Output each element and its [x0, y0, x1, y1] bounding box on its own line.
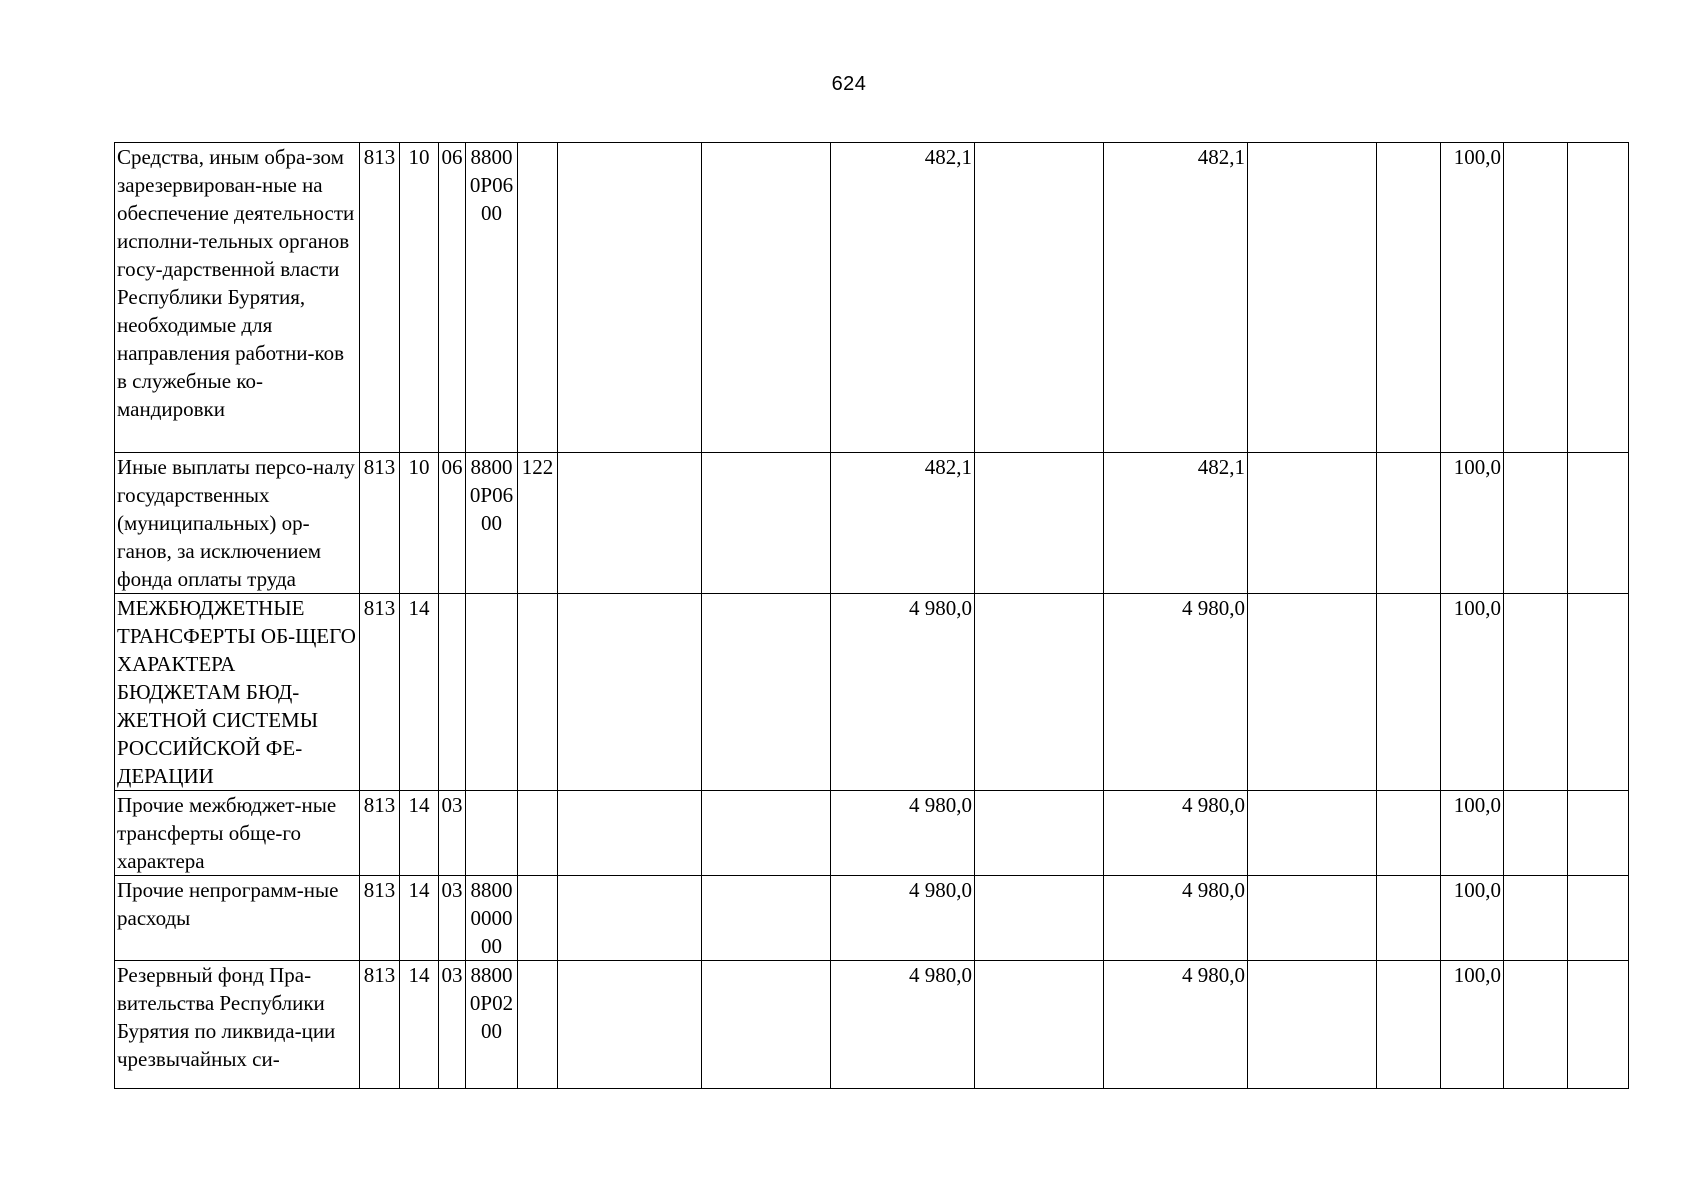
gr-code: 813: [360, 453, 400, 594]
table-row: [115, 453, 1629, 594]
gr-code: 813: [360, 961, 400, 1089]
fact-value: 482,1: [1104, 453, 1248, 594]
empty-cell: [558, 791, 702, 876]
empty-cell: [1248, 961, 1377, 1089]
plan-value: 4 980,0: [831, 791, 975, 876]
empty-cell: [702, 143, 831, 453]
empty-cell: [975, 453, 1104, 594]
fact-value: 4 980,0: [1104, 791, 1248, 876]
empty-cell: [975, 594, 1104, 791]
empty-cell: [558, 961, 702, 1089]
empty-cell: [1248, 594, 1377, 791]
row-name: Резервный фонд Пра-вительства Республики Бурятия по ликвида-ции чрезвычайных си-: [115, 961, 360, 1089]
vr-code: 122: [518, 453, 558, 594]
empty-cell: [1504, 594, 1568, 791]
pr-code: 06: [439, 143, 466, 453]
table-row: [115, 876, 1629, 961]
vr-code: [518, 876, 558, 961]
pr-code: 06: [439, 453, 466, 594]
table-row: [115, 594, 1629, 791]
gr-code: 813: [360, 143, 400, 453]
empty-cell: [702, 453, 831, 594]
empty-cell: [975, 791, 1104, 876]
empty-cell: [1377, 876, 1441, 961]
pr-code: 03: [439, 876, 466, 961]
empty-cell: [1568, 961, 1629, 1089]
pr-code: [439, 594, 466, 791]
empty-cell: [1248, 791, 1377, 876]
empty-cell: [1568, 143, 1629, 453]
empty-cell: [702, 876, 831, 961]
pr-code: 03: [439, 961, 466, 1089]
rz-code: 14: [400, 594, 439, 791]
gr-code: 813: [360, 791, 400, 876]
empty-cell: [702, 594, 831, 791]
vr-code: [518, 143, 558, 453]
pr-code: 03: [439, 791, 466, 876]
plan-value: 4 980,0: [831, 876, 975, 961]
empty-cell: [975, 876, 1104, 961]
gr-code: 813: [360, 594, 400, 791]
table-row: [115, 143, 1629, 453]
empty-cell: [1568, 876, 1629, 961]
row-name: Средства, иным обра-зом зарезервирован-ные на обеспечение деятельности исполни-тельных органов госу-дарственной власти Республики Бурятия, необходимые для направления работни-ков в служебные ко-мандировки: [115, 143, 360, 453]
csr-code: 88000P0600: [466, 143, 518, 453]
vr-code: [518, 594, 558, 791]
empty-cell: [1504, 961, 1568, 1089]
plan-value: 482,1: [831, 143, 975, 453]
vr-code: [518, 961, 558, 1089]
percent-value: 100,0: [1441, 594, 1504, 791]
empty-cell: [558, 594, 702, 791]
plan-value: 4 980,0: [831, 594, 975, 791]
percent-value: 100,0: [1441, 791, 1504, 876]
rz-code: 14: [400, 876, 439, 961]
csr-code: 8800000000: [466, 876, 518, 961]
gr-code: 813: [360, 876, 400, 961]
percent-value: 100,0: [1441, 961, 1504, 1089]
rz-code: 10: [400, 453, 439, 594]
plan-value: 4 980,0: [831, 961, 975, 1089]
csr-code: [466, 791, 518, 876]
empty-cell: [558, 876, 702, 961]
empty-cell: [1568, 453, 1629, 594]
fact-value: 4 980,0: [1104, 594, 1248, 791]
empty-cell: [1504, 791, 1568, 876]
empty-cell: [1377, 594, 1441, 791]
row-name: МЕЖБЮДЖЕТНЫЕ ТРАНСФЕРТЫ ОБ-ЩЕГО ХАРАКТЕРА БЮДЖЕТАМ БЮД-ЖЕТНОЙ СИСТЕМЫ РОССИЙСКОЙ ФЕ-ДЕРАЦИИ: [115, 594, 360, 791]
empty-cell: [1377, 961, 1441, 1089]
empty-cell: [1377, 791, 1441, 876]
table-row: [115, 791, 1629, 876]
empty-cell: [702, 961, 831, 1089]
rz-code: 14: [400, 961, 439, 1089]
csr-code: 88000P0200: [466, 961, 518, 1089]
csr-code: 88000P0600: [466, 453, 518, 594]
table-row: [115, 961, 1629, 1089]
empty-cell: [1504, 143, 1568, 453]
fact-value: 482,1: [1104, 143, 1248, 453]
fact-value: 4 980,0: [1104, 961, 1248, 1089]
percent-value: 100,0: [1441, 143, 1504, 453]
empty-cell: [1377, 453, 1441, 594]
empty-cell: [558, 453, 702, 594]
empty-cell: [1504, 876, 1568, 961]
empty-cell: [702, 791, 831, 876]
plan-value: 482,1: [831, 453, 975, 594]
vr-code: [518, 791, 558, 876]
empty-cell: [975, 961, 1104, 1089]
empty-cell: [1568, 791, 1629, 876]
empty-cell: [1248, 453, 1377, 594]
fact-value: 4 980,0: [1104, 876, 1248, 961]
row-name: Прочие непрограмм-ные расходы: [115, 876, 360, 961]
empty-cell: [1504, 453, 1568, 594]
empty-cell: [1377, 143, 1441, 453]
rz-code: 10: [400, 143, 439, 453]
empty-cell: [975, 143, 1104, 453]
empty-cell: [558, 143, 702, 453]
page-number: 624: [831, 73, 867, 95]
row-name: Иные выплаты персо-налу государственных (муниципальных) ор-ганов, за исключением фонда оплаты труда: [115, 453, 360, 594]
rz-code: 14: [400, 791, 439, 876]
percent-value: 100,0: [1441, 876, 1504, 961]
empty-cell: [1248, 876, 1377, 961]
percent-value: 100,0: [1441, 453, 1504, 594]
budget-table: [114, 142, 1629, 1089]
empty-cell: [1568, 594, 1629, 791]
empty-cell: [1248, 143, 1377, 453]
csr-code: [466, 594, 518, 791]
row-name: Прочие межбюджет-ные трансферты обще-го характера: [115, 791, 360, 876]
